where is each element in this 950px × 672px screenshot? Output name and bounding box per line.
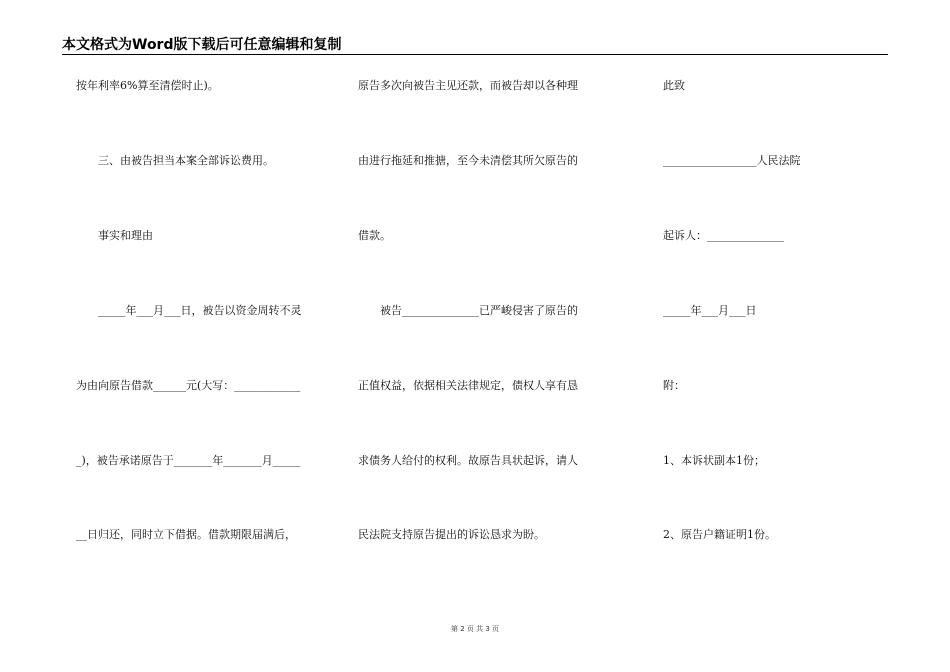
text-line: 三、由被告担当本案全部诉讼费用。 xyxy=(76,154,274,167)
header-title: 本文格式为Word版下载后可任意编辑和复制 xyxy=(62,37,342,53)
text-line: __日归还，同时立下借据。借款期限届满后， xyxy=(76,528,296,541)
text-line: 2、原告户籍证明1份。 xyxy=(663,528,776,541)
page-footer xyxy=(0,624,950,634)
text-line: 事实和理由 xyxy=(76,229,153,242)
text-line: 由进行拖延和推搪，至今未清偿其所欠原告的 xyxy=(358,154,578,167)
text-line: 求债务人给付的权利。故原告具状起诉，请人 xyxy=(358,454,578,467)
text-line: 1、本诉状副本1份； xyxy=(663,454,765,467)
document-header xyxy=(62,34,888,55)
text-line: 起诉人：______________ xyxy=(663,229,784,242)
text-line: _____年___月___日，被告以资金周转不灵 xyxy=(76,304,302,317)
text-line: 原告多次向被告主见还款，而被告却以各种理 xyxy=(358,79,578,92)
text-line: _________________人民法院 xyxy=(663,154,801,167)
text-line: 民法院支持原告提出的诉讼恳求为盼。 xyxy=(358,528,545,541)
text-line: 被告______________已严峻侵害了原告的 xyxy=(358,304,578,317)
text-line: 附： xyxy=(663,379,685,392)
text-line: 为由向原告借款______元(大写：____________ xyxy=(76,379,301,392)
text-line: _____年___月___日 xyxy=(663,304,757,317)
text-line: 借款。 xyxy=(358,229,391,242)
text-line: 正值权益，依据相关法律规定，债权人享有恳 xyxy=(358,379,578,392)
text-line: 按年利率6%算至清偿时止)。 xyxy=(76,79,219,92)
text-line: _)，被告承诺原告于_______年_______月_____ xyxy=(76,454,301,467)
text-line: 此致 xyxy=(663,79,685,92)
page-indicator: 第 2 页 共 3 页 xyxy=(450,625,500,633)
